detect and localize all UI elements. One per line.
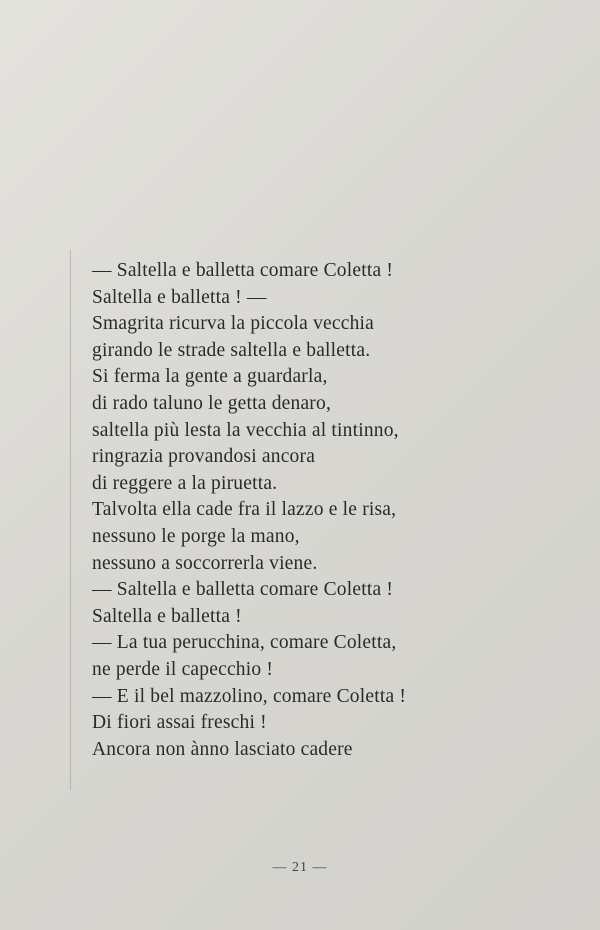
poem-text	[92, 258, 492, 763]
poem-line: Saltella e balletta !	[92, 605, 242, 627]
poem-line: saltella più lesta la vecchia al tintinno,	[92, 419, 399, 441]
poem-line: girando le strade saltella e balletta.	[92, 339, 371, 361]
page-number: — 21 —	[272, 860, 328, 875]
poem-line: di rado taluno le getta denaro,	[92, 392, 332, 414]
poem-line: ne perde il capecchio !	[92, 658, 274, 680]
margin-pencil-mark	[70, 250, 85, 790]
poem-line: Saltella e balletta ! —	[92, 286, 267, 308]
poem-line: — Saltella e balletta comare Coletta !	[92, 260, 394, 281]
poem-line: — Saltella e balletta comare Coletta !	[92, 579, 394, 601]
poem-line: nessuno a soccorrerla viene.	[92, 552, 318, 574]
poem-line: — La tua perucchina, comare Coletta,	[92, 632, 397, 654]
poem-line: — E il bel mazzolino, comare Coletta !	[92, 685, 407, 707]
poem-line: di reggere a la piruetta.	[92, 472, 278, 494]
poem-line: ringrazia provandosi ancora	[92, 446, 316, 468]
poem-line: Si ferma la gente a guardarla,	[92, 366, 328, 388]
poem-line: Smagrita ricurva la piccola vecchia	[92, 313, 375, 335]
poem-line: nessuno le porge la mano,	[92, 525, 300, 547]
poem-line: Talvolta ella cade fra il lazzo e le risa,	[92, 499, 397, 521]
poem-line: Ancora non ànno lasciato cadere	[92, 738, 353, 760]
poem-line: Di fiori assai freschi !	[92, 712, 267, 734]
